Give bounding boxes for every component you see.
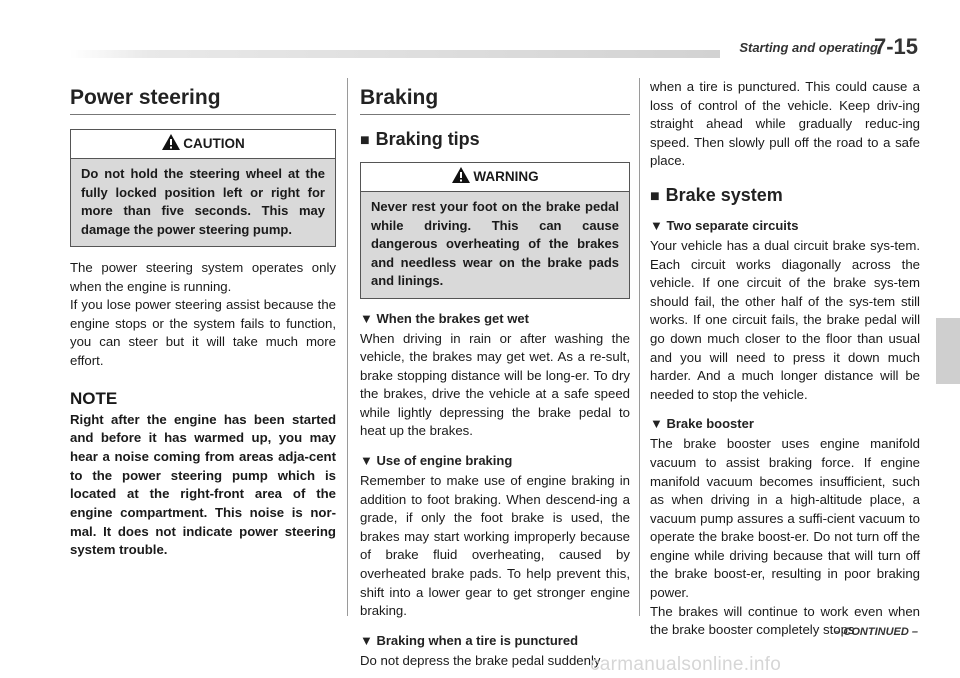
caution-box <box>70 129 336 247</box>
section-heading-braking: Braking <box>360 86 630 115</box>
paragraph: The brakes will continue to work even when the brake booster completely stops <box>650 603 920 638</box>
note-text: Right after the engine has been started and before it has warmed up, you may hear a noise coming from areas adja-cent to the power steering pump which is located at the right-front area of the engine compartment. This noise is nor-mal. It does not indicate power steering system trouble. <box>70 411 336 558</box>
paragraph: If you lose power steering assist because the engine stops or the system fails to function, you can steer but it will take much more effort. <box>70 297 336 368</box>
warning-header <box>361 163 629 192</box>
square-bullet-icon: ■ <box>650 187 660 205</box>
subsection-title-wet-brakes: ▼ When the brakes get wet <box>360 310 529 326</box>
paragraph: When driving in rain or after washing the vehicle, the brakes may get wet. As a re-sult, brake stopping distance will be long-er. To dry the brakes, drive the vehicle at a safe speed while lightly depressing the brake pedal to heat up the brakes. <box>360 330 630 439</box>
column-divider-2 <box>639 78 640 616</box>
caution-header <box>71 130 335 159</box>
watermark: carmanualsonline.info <box>590 654 782 675</box>
warning-label: WARNING <box>473 169 539 184</box>
header-title: Starting and operating <box>739 40 878 55</box>
warning-triangle-icon <box>451 166 471 189</box>
section-thumb-tab <box>936 318 960 384</box>
subsection-title-two-circuits: ▼ Two separate circuits <box>650 217 799 233</box>
subheading-label: Brake system <box>665 184 783 205</box>
section-heading-power-steering: Power steering <box>70 86 336 115</box>
paragraph: The brake booster uses engine manifold vacuum to assist braking force. If engine manifold vacuum becomes insufficient, such as when driving in a high-altitude place, a vacuum pump assures a suffi-cient vacuum to operate the brake boost-er. Do not turn off the engine while driving because that will turn off the brake boost-er, resulting in poor braking power. <box>650 436 920 601</box>
header-rule <box>70 50 720 58</box>
caution-text: Do not hold the steering wheel at the fully locked position left or right for more than five seconds. This may damage the power steering pump. <box>71 159 335 246</box>
subheading-brake-system <box>650 185 920 206</box>
square-bullet-icon: ■ <box>360 132 370 149</box>
page-number: 7-15 <box>873 34 918 59</box>
column-brake-system <box>650 78 920 640</box>
subsection-title-engine-braking: ▼ Use of engine braking <box>360 453 513 469</box>
column-power-steering <box>70 86 336 560</box>
warning-triangle-icon <box>161 133 181 156</box>
caution-label: CAUTION <box>183 136 245 151</box>
paragraph: Remember to make use of engine braking in addition to foot braking. When descend-ing a grade, if only the foot brake is used, the brakes may start working improperly because of brake fluid overheating, caused by overheated brake pads. To help prevent this, shift into a lower gear to get stronger engine braking. <box>360 473 630 619</box>
column-divider-1 <box>347 78 348 616</box>
column-braking <box>360 86 630 670</box>
continued-label: – CONTINUED – <box>834 626 918 638</box>
subheading-braking-tips <box>360 129 630 150</box>
warning-text: Never rest your foot on the brake pedal while driving. This can cause dangerous overheating of the brakes and needless wear on the brake pads and linings. <box>361 192 629 298</box>
paragraph: The power steering system operates only when the engine is running. <box>70 260 336 294</box>
paragraph: Your vehicle has a dual circuit brake sys-tem. Each circuit works diagonally across the vehicle. If one circuit of the brake sys-tem should fail, the other half of the sys-tem still works. If one circuit fails, the brake pedal will go down much closer to the floor than usual and you will need to press it down much harder. And a much longer distance will be needed to stop the vehicle. <box>650 237 920 402</box>
subsection-title-punctured-tire: ▼ Braking when a tire is punctured <box>360 632 579 648</box>
note-title: NOTE <box>70 388 118 408</box>
warning-box <box>360 162 630 299</box>
subheading-label: Braking tips <box>375 129 480 149</box>
paragraph: Do not depress the brake pedal suddenly <box>360 652 601 668</box>
subsection-title-brake-booster: ▼ Brake booster <box>650 416 754 432</box>
paragraph: when a tire is punctured. This could cause a loss of control of the vehicle. Keep driv-ing straight ahead while gradually reduc-ing speed. Then slowly pull off the road to a safe place. <box>650 79 920 169</box>
